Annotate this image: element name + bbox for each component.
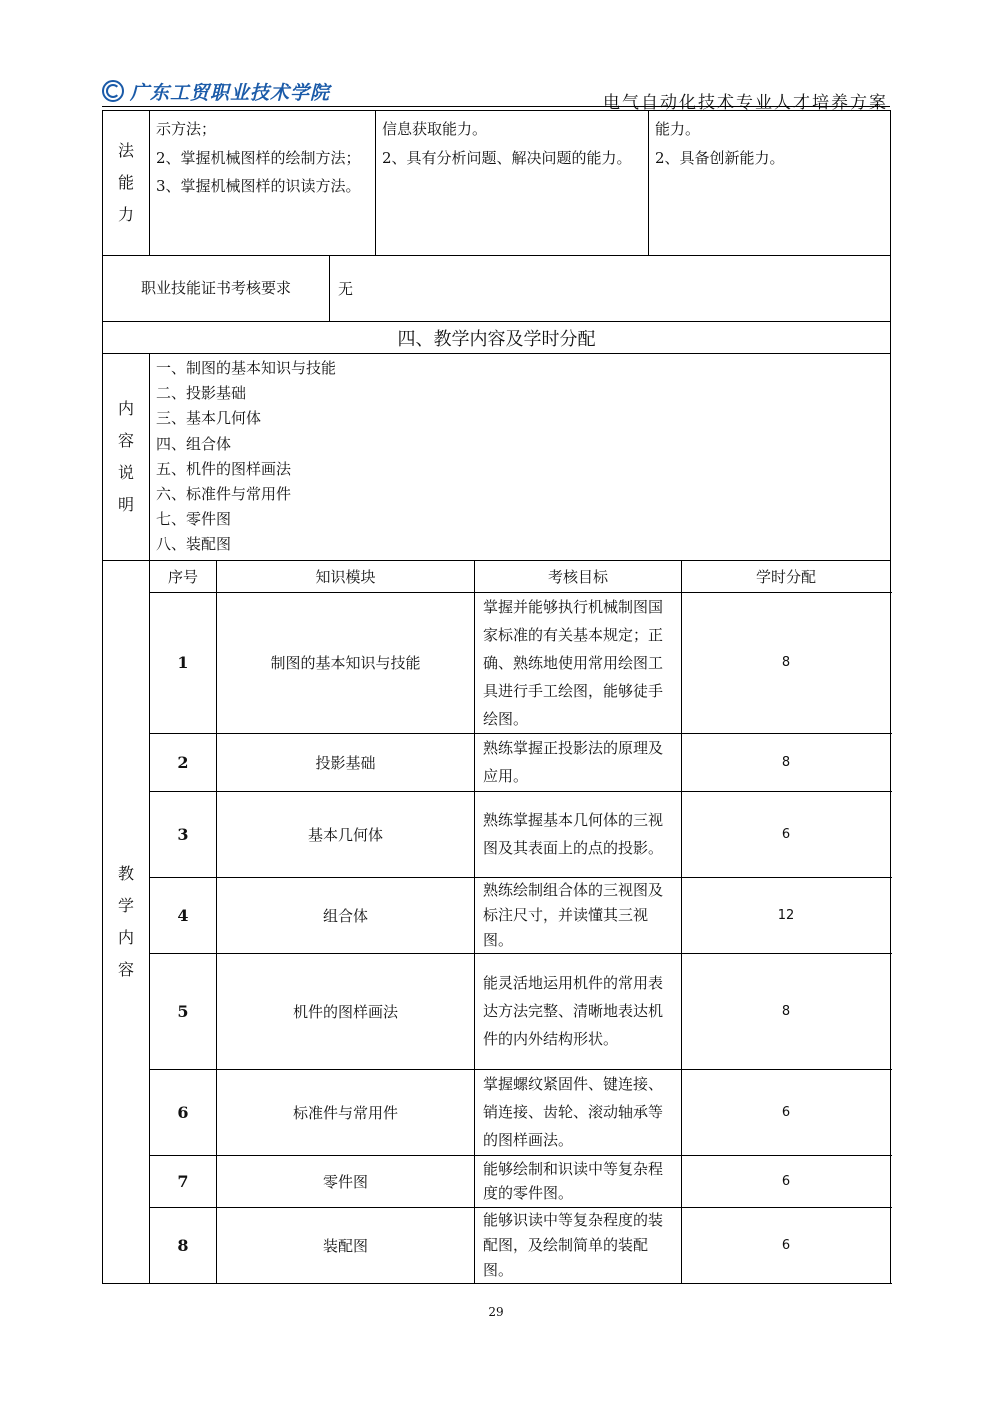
row-module: 机件的图样画法 xyxy=(217,953,475,1069)
page-number: 29 xyxy=(488,1305,504,1319)
document-title: 电气自动化技术专业人才培养方案 xyxy=(603,93,888,113)
school-logo xyxy=(102,76,330,106)
teaching-label: 教 学 内 容 xyxy=(103,560,150,1283)
content-desc-label: 内 容 说 明 xyxy=(103,354,150,561)
row-number: 1 xyxy=(150,592,217,733)
list-item: 二、投影基础 xyxy=(156,384,247,403)
table-row xyxy=(103,953,891,1069)
row-module: 零件图 xyxy=(217,1155,475,1207)
row-hours: 6 xyxy=(682,1207,891,1283)
row-target: 能够识读中等复杂程度的装配图，及绘制简单的装配图。 xyxy=(475,1207,682,1283)
header-rule xyxy=(102,106,890,107)
page-header xyxy=(102,76,890,113)
ability-skill: 信息获取能力。 2、具有分析问题、解决问题的能力。 xyxy=(376,111,649,256)
list-item: 七、零件图 xyxy=(156,510,232,529)
row-target: 熟练绘制组合体的三视图及标注尺寸，并读懂其三视图。 xyxy=(475,877,682,953)
table-row xyxy=(103,733,891,791)
col-header-no: 序号 xyxy=(150,560,217,592)
table-row xyxy=(103,592,891,733)
content-desc-row xyxy=(103,354,891,561)
row-hours: 6 xyxy=(682,1155,891,1207)
section-title: 四、教学内容及学时分配 xyxy=(103,322,891,354)
row-target: 掌握螺纹紧固件、键连接、销连接、齿轮、滚动轴承等的图样画法。 xyxy=(475,1069,682,1155)
row-hours: 8 xyxy=(682,953,891,1069)
section-title-row xyxy=(103,322,891,354)
row-hours: 6 xyxy=(682,1069,891,1155)
row-number: 8 xyxy=(150,1207,217,1283)
row-number: 4 xyxy=(150,877,217,953)
col-header-target: 考核目标 xyxy=(475,560,682,592)
list-item: 四、组合体 xyxy=(156,434,232,453)
table-row xyxy=(103,877,891,953)
ability-row xyxy=(103,111,891,256)
course-table xyxy=(102,110,890,1284)
col-header-module: 知识模块 xyxy=(217,560,475,592)
content-desc-list xyxy=(150,354,891,561)
table-row xyxy=(103,791,891,877)
row-target: 熟练掌握正投影法的原理及应用。 xyxy=(475,733,682,791)
ability-knowledge: 示方法； 2、掌握机械图样的绘制方法； 3、掌握机械图样的识读方法。 xyxy=(150,111,376,256)
cert-row xyxy=(103,256,891,322)
ability-label: 法 能 力 xyxy=(103,111,150,256)
cert-value: 无 xyxy=(330,256,891,322)
row-hours: 12 xyxy=(682,877,891,953)
row-target: 掌握并能够执行机械制图国家标准的有关基本规定；正确、熟练地使用常用绘图工具进行手工绘图，能够徒手绘图。 xyxy=(475,592,682,733)
row-target: 熟练掌握基本几何体的三视图及其表面上的点的投影。 xyxy=(475,791,682,877)
list-item: 五、机件的图样画法 xyxy=(156,459,292,478)
row-target: 能灵活地运用机件的常用表达方法完整、清晰地表达机件的内外结构形状。 xyxy=(475,953,682,1069)
row-module: 制图的基本知识与技能 xyxy=(217,592,475,733)
row-hours: 6 xyxy=(682,791,891,877)
row-number: 2 xyxy=(150,733,217,791)
row-module: 投影基础 xyxy=(217,733,475,791)
row-module: 基本几何体 xyxy=(217,791,475,877)
school-emblem-icon xyxy=(102,80,124,102)
list-item: 八、装配图 xyxy=(156,535,232,554)
table-row xyxy=(103,1155,891,1207)
cert-label: 职业技能证书考核要求 xyxy=(103,256,330,322)
list-item: 三、基本几何体 xyxy=(156,409,262,428)
row-number: 5 xyxy=(150,953,217,1069)
row-module: 标准件与常用件 xyxy=(217,1069,475,1155)
row-number: 7 xyxy=(150,1155,217,1207)
row-number: 3 xyxy=(150,791,217,877)
row-target: 能够绘制和识读中等复杂程度的零件图。 xyxy=(475,1155,682,1207)
table-row xyxy=(103,1207,891,1283)
row-module: 装配图 xyxy=(217,1207,475,1283)
teaching-header-row xyxy=(103,560,891,592)
row-hours: 8 xyxy=(682,733,891,791)
col-header-hours: 学时分配 xyxy=(682,560,891,592)
row-number: 6 xyxy=(150,1069,217,1155)
school-name: 广东工贸职业技术学院 xyxy=(130,81,331,104)
list-item: 六、标准件与常用件 xyxy=(156,485,292,504)
list-item: 一、制图的基本知识与技能 xyxy=(156,359,337,377)
table-row xyxy=(103,1069,891,1155)
ability-quality: 能力。 2、具备创新能力。 xyxy=(649,111,891,256)
row-hours: 8 xyxy=(682,592,891,733)
row-module: 组合体 xyxy=(217,877,475,953)
